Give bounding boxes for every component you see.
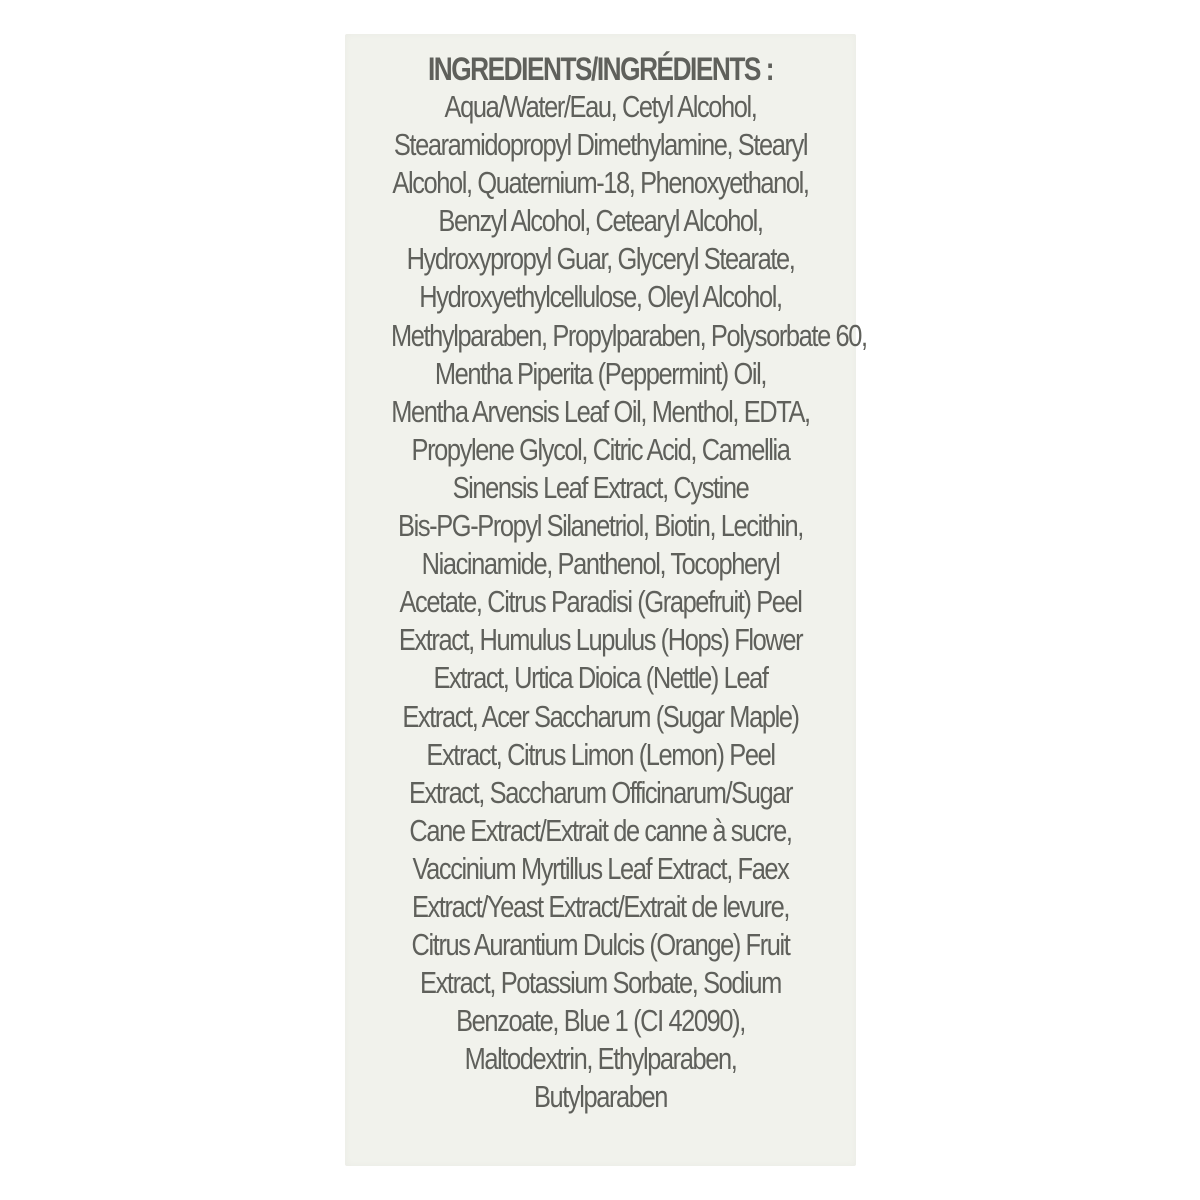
ingredient-line: Cane Extract/Extrait de canne à sucre, — [409, 812, 792, 848]
ingredient-line: Mentha Arvensis Leaf Oil, Menthol, EDTA, — [391, 393, 810, 429]
ingredient-line: Aqua/Water/Eau, Cetyl Alcohol, — [444, 89, 757, 124]
ingredient-line: Sinensis Leaf Extract, Cystine — [452, 469, 749, 505]
ingredient-line: Mentha Piperita (Peppermint) Oil, — [434, 355, 767, 391]
ingredients-heading: INGREDIENTS/INGRÉDIENTS : — [427, 51, 774, 87]
ingredient-line: Extract, Potassium Sorbate, Sodium — [420, 965, 781, 1001]
ingredient-line: Vaccinium Myrtillus Leaf Extract, Faex — [412, 850, 789, 886]
ingredient-line: Niacinamide, Panthenol, Tocopheryl — [421, 546, 780, 582]
ingredient-line: Methylparaben, Propylparaben, Polysorbate 60, — [390, 317, 867, 353]
ingredient-line: Acetate, Citrus Paradisi (Grapefruit) Peel — [399, 584, 802, 620]
ingredient-line: Hydroxyethylcellulose, Oleyl Alcohol, — [419, 279, 782, 315]
ingredient-line: Butylparaben — [533, 1079, 668, 1115]
ingredients-text-block — [345, 50, 867, 1117]
ingredient-line: Stearamidopropyl Dimethylamine, Stearyl — [393, 127, 808, 163]
ingredient-line: Bis-PG-Propyl Silanetriol, Biotin, Lecithin, — [398, 508, 803, 544]
ingredient-line: Extract/Yeast Extract/Extrait de levure, — [411, 888, 790, 924]
ingredient-line: Extract, Citrus Limon (Lemon) Peel — [426, 736, 775, 772]
ingredient-line: Benzoate, Blue 1 (CI 42090), — [456, 1003, 745, 1039]
ingredients-label — [345, 34, 867, 1166]
ingredient-line: Benzyl Alcohol, Cetearyl Alcohol, — [438, 203, 763, 239]
ingredient-line: Extract, Humulus Lupulus (Hops) Flower — [398, 622, 803, 658]
ingredient-line: Citrus Aurantium Dulcis (Orange) Fruit — [411, 927, 790, 963]
ingredient-line: Extract, Acer Saccharum (Sugar Maple) — [402, 698, 799, 734]
ingredient-line: Alcohol, Quaternium-18, Phenoxyethanol, — [392, 165, 809, 201]
ingredient-line: Extract, Saccharum Officinarum/Sugar — [408, 774, 793, 810]
ingredient-line: Propylene Glycol, Citric Acid, Camellia — [411, 431, 790, 467]
ingredient-line: Hydroxypropyl Guar, Glyceryl Stearate, — [406, 241, 795, 277]
ingredient-line: Extract, Urtica Dioica (Nettle) Leaf — [433, 660, 768, 696]
ingredient-line: Maltodextrin, Ethylparaben, — [464, 1041, 737, 1077]
